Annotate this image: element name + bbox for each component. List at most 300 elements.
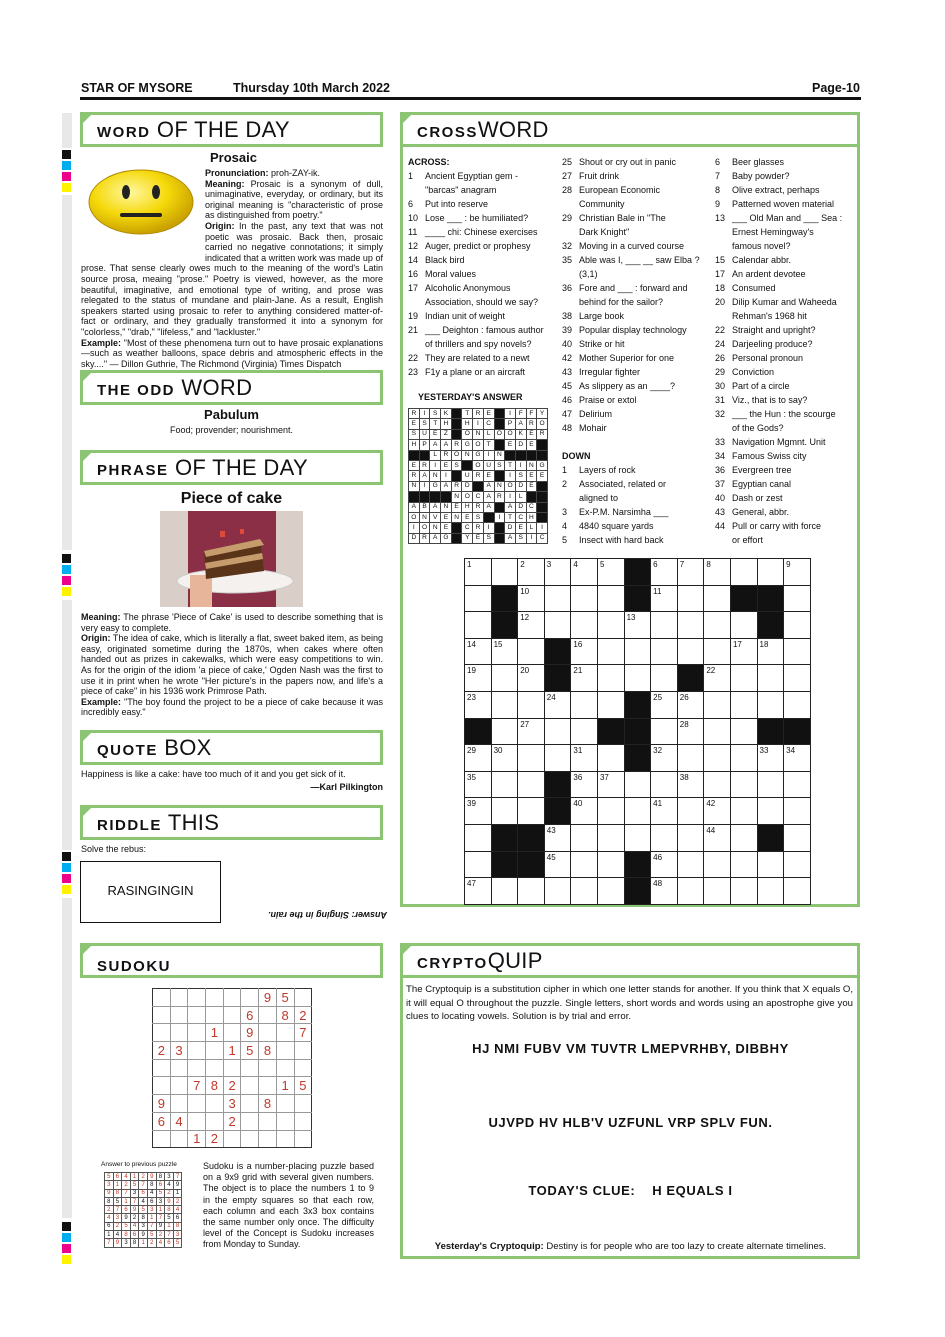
crossword-cell[interactable] [544,612,571,639]
crossword-cell[interactable]: 47 [465,878,492,905]
crossword-cell[interactable] [571,612,598,639]
sudoku-cell[interactable] [223,1024,241,1042]
sudoku-cell[interactable] [170,1095,188,1113]
crossword-cell[interactable]: 44 [704,824,731,851]
crossword-cell[interactable]: 39 [465,798,492,825]
crossword-cell[interactable] [704,718,731,745]
crossword-cell[interactable] [730,851,757,878]
answer-cell: T [462,409,473,419]
answer-cell: 3 [122,1239,131,1247]
crossword-cell[interactable]: 41 [651,798,678,825]
crossword-cell[interactable] [704,771,731,798]
sudoku-cell[interactable] [294,1130,312,1148]
crossword-cell[interactable] [597,691,624,718]
crossword-cell[interactable]: 12 [518,612,545,639]
crossword-cell[interactable]: 7 [677,559,704,586]
crossword-cell[interactable]: 46 [651,851,678,878]
crossword-cell[interactable] [544,585,571,612]
sudoku-cell[interactable] [294,1095,312,1113]
crossword-block [491,824,518,851]
color-mark [62,576,71,585]
crossword-cell[interactable] [704,745,731,772]
crossword-cell[interactable]: 38 [677,771,704,798]
section-title: PHRASE OF THE DAY [97,455,308,480]
answer-cell: C [526,502,537,512]
crossword-cell[interactable] [597,798,624,825]
crossword-block [624,559,651,586]
sudoku-cell[interactable] [259,1112,277,1130]
sudoku-cell[interactable] [294,989,312,1007]
answer-cell: C [473,492,484,502]
sudoku-cell[interactable] [206,989,224,1007]
crossword-block [491,851,518,878]
sudoku-cell[interactable] [153,1077,171,1095]
crossword-cell[interactable]: 3 [544,559,571,586]
sudoku-cell: 1 [223,1042,241,1060]
crossword-cell[interactable]: 2 [518,559,545,586]
sudoku-cell[interactable] [153,1059,171,1077]
sudoku-cell[interactable] [259,1077,277,1095]
crossword-cell[interactable] [730,665,757,692]
answer-cell [505,450,516,460]
sudoku-cell[interactable] [294,1112,312,1130]
answer-cell [526,492,537,502]
crossword-cell[interactable] [757,851,784,878]
crossword-block [784,718,811,745]
crossword-cell[interactable]: 31 [571,745,598,772]
crossword-cell[interactable] [491,878,518,905]
answer-cell: N [494,450,505,460]
crossword-cell[interactable] [518,798,545,825]
crossword-cell[interactable] [518,878,545,905]
sudoku-cell: 2 [223,1112,241,1130]
crossword-cell[interactable] [677,798,704,825]
sudoku-cell[interactable] [259,1059,277,1077]
crossword-cell[interactable] [544,878,571,905]
sudoku-cell[interactable] [223,989,241,1007]
crossword-cell[interactable]: 25 [651,691,678,718]
crossword-cell[interactable] [597,612,624,639]
answer-cell: 3 [105,1181,114,1189]
answer-cell: D [409,533,420,543]
crossword-cell[interactable] [651,771,678,798]
crossword-cell[interactable] [677,585,704,612]
crossword-cell[interactable] [597,665,624,692]
crossword-cell[interactable]: 48 [651,878,678,905]
sudoku-cell[interactable] [188,1024,206,1042]
sudoku-cell[interactable] [170,1024,188,1042]
crossword-cell[interactable]: 43 [544,824,571,851]
crossword-cell[interactable] [730,878,757,905]
crossword-cell[interactable] [544,745,571,772]
answer-cell: C [515,512,526,522]
crossword-cell[interactable]: 27 [518,718,545,745]
crossword-block [624,878,651,905]
sudoku-cell[interactable] [206,1112,224,1130]
crossword-cell[interactable] [784,612,811,639]
crossword-cell[interactable] [624,771,651,798]
crossword-cell[interactable]: 22 [704,665,731,692]
answer-cell: 4 [173,1206,182,1214]
cryptoquip-line2: UJVPD HV HLB'V UZFUNL VRP SPLV FUN. [488,1115,773,1130]
crossword-cell[interactable]: 37 [597,771,624,798]
crossword-cell[interactable]: 17 [730,638,757,665]
sudoku-cell[interactable] [153,989,171,1007]
issue-date: Thursday 10th March 2022 [233,81,391,95]
sudoku-cell[interactable] [276,1112,294,1130]
crossword-cell[interactable] [571,691,598,718]
crossword-cell[interactable]: 35 [465,771,492,798]
answer-cell: 1 [122,1197,131,1205]
crossword-block [624,691,651,718]
answer-cell: R [473,502,484,512]
answer-cell: 2 [156,1231,165,1239]
crossword-cell[interactable] [704,691,731,718]
cryptoquip-line1: HJ NMI FUBV VM TUVTR LMEPVRHBY, DIBBHY [472,1041,789,1056]
crossword-block [730,585,757,612]
sudoku-cell[interactable] [188,989,206,1007]
crossword-cell[interactable] [757,798,784,825]
sudoku-cell[interactable] [241,1095,259,1113]
clue-item: 40 Dash or zest [715,493,783,503]
sudoku-cell[interactable] [259,1006,277,1024]
crossword-cell[interactable] [651,665,678,692]
answer-cell: 7 [122,1189,131,1197]
answer-cell: 4 [139,1197,148,1205]
answer-cell: G [441,533,452,543]
corner-fold [80,730,94,744]
crossword-cell[interactable] [651,638,678,665]
crossword-cell[interactable] [518,691,545,718]
sudoku-cell: 2 [206,1130,224,1148]
clues-across-col1 [408,155,558,379]
crossword-cell[interactable] [677,612,704,639]
crossword-cell[interactable]: 26 [677,691,704,718]
clue-item: 18 Consumed [715,283,776,293]
crossword-cell[interactable] [651,612,678,639]
crossword-cell[interactable] [730,798,757,825]
answer-cell: 3 [113,1214,122,1222]
sudoku-grid [152,988,312,1148]
crossword-cell[interactable] [465,851,492,878]
sudoku-cell[interactable] [241,1059,259,1077]
crossword-cell[interactable]: 36 [571,771,598,798]
answer-cell: I [473,419,484,429]
sudoku-cell[interactable] [223,1130,241,1148]
crossword-cell[interactable]: 29 [465,745,492,772]
sudoku-cell[interactable] [294,1059,312,1077]
answer-cell: S [409,429,420,439]
crossword-cell[interactable]: 15 [491,638,518,665]
crossword-cell[interactable]: 4 [571,559,598,586]
sudoku-cell: 5 [294,1077,312,1095]
crossword-cell[interactable] [491,771,518,798]
answer-cell: O [473,460,484,470]
answer-cell [515,450,526,460]
sudoku-cell[interactable] [241,1130,259,1148]
answer-cell [451,471,462,481]
sudoku-cell[interactable] [188,1042,206,1060]
answer-cell: 5 [130,1181,139,1189]
crossword-cell[interactable] [730,691,757,718]
crossword-cell[interactable] [784,771,811,798]
crossword-cell[interactable] [757,691,784,718]
crossword-cell[interactable] [597,878,624,905]
crossword-cell[interactable] [784,878,811,905]
answer-cell: H [526,512,537,522]
crossword-cell[interactable] [704,585,731,612]
crossword-cell[interactable]: 13 [624,612,651,639]
sudoku-cell: 7 [188,1077,206,1095]
answer-cell: 4 [156,1239,165,1247]
sudoku-cell[interactable] [206,1095,224,1113]
answer-cell: R [409,409,420,419]
crossword-block [677,665,704,692]
crossword-cell[interactable]: 20 [518,665,545,692]
crossword-cell[interactable]: 28 [677,718,704,745]
answer-cell: 6 [147,1197,156,1205]
crossword-cell[interactable]: 8 [704,559,731,586]
crossword-cell[interactable] [784,638,811,665]
crossword-cell[interactable] [465,612,492,639]
crossword-cell[interactable] [677,878,704,905]
crossword-cell[interactable] [571,824,598,851]
crossword-cell[interactable] [677,824,704,851]
sudoku-cell[interactable] [170,1006,188,1024]
crossword-cell[interactable] [784,824,811,851]
crossword-cell[interactable] [704,638,731,665]
sudoku-cell[interactable] [188,1059,206,1077]
crossword-cell[interactable] [784,691,811,718]
crossword-cell[interactable] [624,824,651,851]
crossword-cell[interactable] [571,851,598,878]
crossword-cell[interactable] [651,824,678,851]
crossword-cell[interactable]: 24 [544,691,571,718]
clue-item: 26 Personal pronoun [715,353,804,363]
answer-cell: A [441,481,452,491]
sudoku-cell[interactable] [153,1006,171,1024]
crossword-cell[interactable] [491,798,518,825]
answer-cell: 8 [130,1239,139,1247]
answer-cell: N [430,471,441,481]
sudoku-cell[interactable] [276,1024,294,1042]
crossword-cell[interactable]: 14 [465,638,492,665]
crossword-cell[interactable] [757,665,784,692]
clue-item: behind for the sailor? [579,297,664,307]
sudoku-cell[interactable] [206,1006,224,1024]
crossword-cell[interactable]: 23 [465,691,492,718]
crossword-cell[interactable] [597,585,624,612]
cryptoquip-yesterday: Yesterday's Cryptoquip: Destiny is for people who are too lazy to create alternate timelines. [434,1241,827,1252]
crossword-cell[interactable]: 6 [651,559,678,586]
crossword-cell[interactable]: 1 [465,559,492,586]
crossword-cell[interactable] [757,771,784,798]
crossword-cell[interactable] [704,612,731,639]
sudoku-cell[interactable] [188,1095,206,1113]
sudoku-cell[interactable] [153,1024,171,1042]
crossword-cell[interactable] [518,638,545,665]
answer-cell [494,419,505,429]
sudoku-cell[interactable] [170,1077,188,1095]
crossword-block [597,718,624,745]
crossword-cell[interactable] [597,851,624,878]
crossword-cell[interactable]: 18 [757,638,784,665]
crossword-cell[interactable]: 9 [784,559,811,586]
clue-item: 32 Moving in a curved course [562,241,685,251]
crossword-cell[interactable]: 42 [704,798,731,825]
crossword-cell[interactable] [491,559,518,586]
answer-cell: L [526,523,537,533]
crossword-cell[interactable]: 30 [491,745,518,772]
sudoku-cell[interactable] [170,1130,188,1148]
sudoku-cell[interactable] [241,989,259,1007]
answer-cell: G [462,440,473,450]
answer-cell: U [483,460,494,470]
crossword-cell[interactable] [730,824,757,851]
crossword-cell[interactable] [571,585,598,612]
crossword-cell[interactable] [544,718,571,745]
crossword-cell[interactable] [624,665,651,692]
crossword-cell[interactable] [491,665,518,692]
sudoku-cell: 2 [153,1042,171,1060]
crossword-cell[interactable] [624,798,651,825]
sudoku-cell[interactable] [241,1077,259,1095]
sudoku-cell[interactable] [170,1059,188,1077]
crossword-cell[interactable] [491,691,518,718]
crossword-cell[interactable] [757,878,784,905]
crossword-cell[interactable] [518,771,545,798]
crossword-cell[interactable]: 34 [784,745,811,772]
answer-cell: E [441,523,452,533]
sudoku-cell[interactable] [259,1130,277,1148]
sudoku-cell[interactable] [241,1112,259,1130]
sudoku-cell[interactable] [223,1059,241,1077]
sudoku-cell[interactable] [170,989,188,1007]
sudoku-cell[interactable] [223,1006,241,1024]
answer-cell: 1 [139,1239,148,1247]
sudoku-cell[interactable] [188,1006,206,1024]
sudoku-cell[interactable] [276,1130,294,1148]
crossword-cell[interactable] [624,638,651,665]
answer-cell: E [409,460,420,470]
crossword-cell[interactable]: 19 [465,665,492,692]
color-mark [62,852,71,861]
crossword-cell[interactable] [704,851,731,878]
crossword-cell[interactable] [571,718,598,745]
clue-heading: ACROSS: [408,157,450,167]
sudoku-cell[interactable] [206,1059,224,1077]
sudoku-cell[interactable] [188,1112,206,1130]
crossword-cell[interactable] [784,585,811,612]
answer-cell [451,419,462,429]
clue-item: 9 Patterned woven material [715,199,835,209]
crossword-cell[interactable] [784,851,811,878]
answer-cell: O [462,429,473,439]
rebus-box: RASINGINGIN [80,861,221,923]
answer-cell: P [419,440,430,450]
crossword-cell[interactable] [784,798,811,825]
sudoku-cell[interactable] [276,1059,294,1077]
clue-item: 28 European Economic [562,185,661,195]
sudoku-cell[interactable] [276,1042,294,1060]
crossword-cell[interactable] [730,559,757,586]
crossword-cell[interactable] [730,718,757,745]
sudoku-cell[interactable] [276,1095,294,1113]
answer-cell [537,481,548,491]
sudoku-cell[interactable] [294,1042,312,1060]
answer-cell: E [515,523,526,533]
answer-cell: D [515,481,526,491]
sudoku-cell[interactable] [259,1024,277,1042]
answer-cell [451,523,462,533]
answer-cell: E [441,460,452,470]
answer-cell: 5 [122,1222,131,1230]
crossword-cell[interactable] [597,638,624,665]
crossword-cell[interactable] [757,559,784,586]
answer-cell: 8 [147,1181,156,1189]
crossword-cell[interactable] [465,824,492,851]
crossword-cell[interactable] [518,745,545,772]
answer-cell: Y [462,533,473,543]
sudoku-cell: 8 [259,1095,277,1113]
section-title: CROSSWORD [417,117,549,142]
crossword-cell[interactable] [597,824,624,851]
crossword-cell[interactable]: 5 [597,559,624,586]
crossword-cell[interactable] [491,718,518,745]
crossword-cell[interactable]: 16 [571,638,598,665]
clue-item: 29 Conviction [715,367,775,377]
crossword-cell[interactable] [730,612,757,639]
crossword-cell[interactable] [784,665,811,692]
sudoku-cell: 2 [223,1077,241,1095]
crossword-cell[interactable]: 21 [571,665,598,692]
crossword-cell[interactable]: 10 [518,585,545,612]
crossword-cell[interactable] [571,878,598,905]
section-title: RIDDLE THIS [97,810,220,835]
crossword-cell[interactable]: 33 [757,745,784,772]
crossword-cell[interactable] [465,585,492,612]
crossword-cell[interactable] [730,771,757,798]
crossword-cell[interactable]: 45 [544,851,571,878]
clue-item: 33 Navigation Mgmnt. Unit [715,437,826,447]
crossword-cell[interactable] [730,745,757,772]
crossword-cell[interactable] [677,745,704,772]
corner-fold [80,943,94,957]
clue-item: 24 Darjeeling produce? [715,339,813,349]
answer-cell: S [483,533,494,543]
crossword-cell[interactable] [677,851,704,878]
crossword-cell[interactable] [651,718,678,745]
answer-cell: 4 [122,1173,131,1181]
answer-cell: H [462,419,473,429]
crossword-cell[interactable] [677,638,704,665]
crossword-cell[interactable]: 40 [571,798,598,825]
answer-cell: I [515,460,526,470]
yesterday-answer-label: YESTERDAY'S ANSWER [418,392,523,402]
sudoku-cell[interactable] [206,1042,224,1060]
crossword-cell[interactable]: 11 [651,585,678,612]
crossword-cell[interactable] [704,878,731,905]
clue-item: 5 Insect with hard back [562,535,664,545]
answer-cell: 7 [113,1206,122,1214]
answer-cell: C [462,523,473,533]
answer-cell: K [515,429,526,439]
sudoku-cell[interactable] [153,1130,171,1148]
clue-item: famous novel? [732,241,791,251]
clue-item: 48 Mohair [562,423,607,433]
crossword-cell[interactable] [597,745,624,772]
crossword-cell[interactable]: 32 [651,745,678,772]
